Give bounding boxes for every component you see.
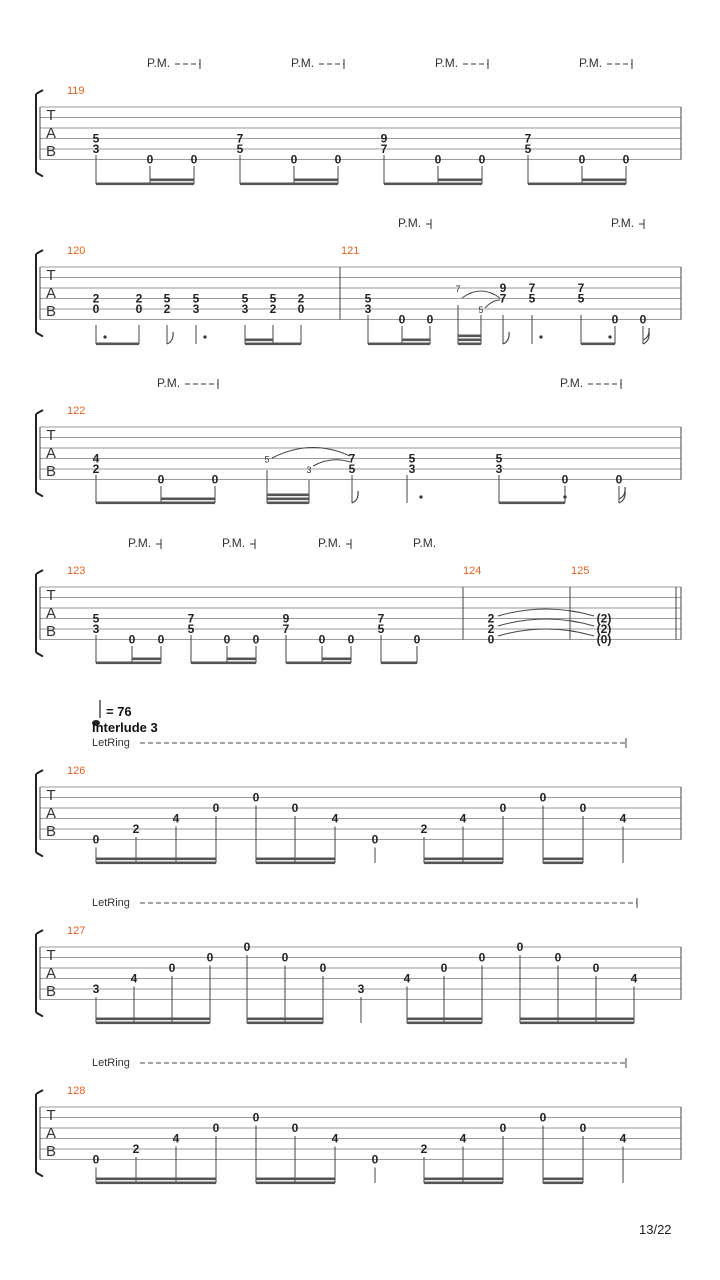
palm-mute-label: P.M. — [318, 536, 342, 550]
fret-number: 0 — [243, 940, 251, 954]
fret-number: 0 — [281, 950, 289, 965]
tab-clef-a: A — [45, 1124, 57, 1142]
fret-number: 5 — [524, 142, 532, 156]
beam — [96, 183, 194, 186]
beam — [256, 1182, 335, 1185]
measure-number: 122 — [67, 405, 86, 417]
fret-number: 0 — [252, 632, 260, 647]
beam — [543, 862, 583, 865]
fret-number: 2 — [132, 822, 140, 836]
fret-number: 0 — [334, 152, 342, 167]
tab-clef-t: T — [46, 427, 56, 445]
fret-number: 0 — [206, 950, 214, 965]
fret-number: 4 — [331, 1131, 339, 1146]
tab-clef-b: B — [45, 142, 57, 160]
beam — [582, 179, 626, 182]
palm-mute-label: P.M. — [222, 536, 246, 550]
beam — [458, 335, 481, 338]
fret-number: 2 — [420, 1142, 428, 1156]
fret-number: 0 — [487, 632, 495, 647]
fret-number: 0 — [579, 801, 587, 815]
fret-number: 7 — [187, 611, 195, 626]
beam — [240, 183, 338, 186]
palm-mute-label: P.M. — [291, 56, 315, 70]
fret-number: 4 — [92, 451, 100, 466]
beam — [458, 339, 481, 342]
tab-clef-b: B — [45, 302, 57, 320]
fret-number: 7 — [380, 142, 388, 156]
beam — [96, 1022, 210, 1025]
beam — [499, 502, 565, 505]
slur-arc — [313, 460, 350, 466]
fret-number: 2 — [163, 302, 171, 316]
beam — [520, 1018, 634, 1021]
fret-number: 5 — [163, 291, 171, 306]
beam — [543, 1182, 583, 1185]
beam — [161, 498, 215, 501]
tab-clef-a: A — [45, 604, 57, 622]
beam — [402, 339, 430, 342]
fret-number: 4 — [459, 1131, 467, 1146]
rhythm-dot — [103, 335, 106, 338]
fret-number: 0 — [157, 472, 165, 487]
beam — [245, 343, 301, 346]
slur-arc — [498, 609, 594, 616]
measure-number: 126 — [67, 765, 86, 777]
fret-number: 3 — [92, 622, 100, 636]
fret-number: 2 — [297, 291, 305, 306]
fret-number: 0 — [592, 961, 600, 975]
beam — [520, 1022, 634, 1025]
rhythm-dot — [419, 495, 422, 498]
tab-clef-b: B — [45, 982, 57, 1000]
tab-clef-a: A — [45, 124, 57, 142]
measure-number: 128 — [67, 1085, 86, 1097]
beam — [286, 662, 351, 665]
fret-number: 7 — [348, 451, 356, 466]
beam — [96, 662, 161, 665]
rhythm-dot — [203, 335, 206, 338]
palm-mute-label: P.M. — [147, 56, 171, 70]
fret-number: 3 — [357, 982, 365, 996]
tab-clef-a: A — [45, 284, 57, 302]
palm-mute-label: P.M. — [157, 376, 181, 390]
fret-number: 0 — [622, 152, 630, 167]
fret-number: 0 — [440, 961, 448, 975]
rhythm-dot — [608, 335, 611, 338]
fret-number: 7 — [524, 131, 532, 146]
fret-number: 5 — [364, 291, 372, 306]
fret-number: 0 — [223, 632, 231, 647]
measure-number: 125 — [571, 565, 590, 577]
fret-number: 2 — [487, 611, 495, 626]
fret-number: 7 — [455, 284, 461, 294]
note-flag — [352, 491, 358, 503]
fret-number: 0 — [426, 312, 434, 327]
fret-number: 0 — [190, 152, 198, 167]
fret-number: 2 — [487, 622, 495, 636]
rhythm-dot — [539, 335, 542, 338]
beam — [267, 502, 309, 505]
fret-number: 0 — [318, 632, 326, 647]
beam — [294, 179, 338, 182]
fret-number: 0 — [539, 1110, 547, 1125]
tab-clef-a: A — [45, 964, 57, 982]
fret-number: 3 — [92, 142, 100, 156]
beam — [381, 662, 417, 665]
tab-clef-b: B — [45, 622, 57, 640]
measure-number: 127 — [67, 925, 86, 937]
fret-number: 3 — [241, 302, 249, 316]
fret-number: 3 — [306, 465, 312, 475]
tab-clef-b: B — [45, 822, 57, 840]
beam — [424, 1182, 503, 1185]
fret-number: 5 — [577, 291, 585, 306]
fret-number: 0 — [212, 1121, 220, 1135]
fret-number: 0 — [212, 801, 220, 815]
let-ring-label: LetRing — [92, 897, 130, 909]
beam — [96, 502, 215, 505]
fret-number: 0 — [639, 312, 647, 327]
fret-number: 4 — [130, 971, 138, 986]
fret-number: 5 — [377, 622, 385, 636]
beam — [256, 862, 335, 865]
fret-number: 0 — [371, 832, 379, 847]
fret-number: 0 — [319, 961, 327, 975]
beam — [528, 183, 626, 186]
beam — [581, 343, 615, 346]
fret-number: 0 — [615, 472, 623, 487]
fret-number: 0 — [291, 1121, 299, 1135]
fret-number: 0 — [128, 632, 136, 647]
beam — [256, 858, 335, 861]
beam — [247, 1022, 323, 1025]
fret-number: 0 — [398, 312, 406, 327]
fret-number: 7 — [236, 131, 244, 146]
fret-number: 3 — [192, 302, 200, 316]
slur-arc — [272, 447, 350, 458]
beam — [267, 498, 309, 501]
beam — [407, 1022, 482, 1025]
beam — [322, 658, 351, 661]
slur-arc — [485, 300, 500, 308]
fret-number: 0 — [561, 472, 569, 487]
slur-arc — [498, 629, 594, 636]
tab-clef-t: T — [46, 267, 56, 285]
note-flag — [503, 332, 509, 344]
section-title: Interlude 3 — [92, 720, 158, 735]
beam — [256, 1178, 335, 1181]
fret-number: 7 — [528, 281, 536, 295]
fret-number: 9 — [499, 281, 507, 295]
fret-number: (0) — [596, 632, 612, 647]
fret-number: 0 — [516, 940, 524, 954]
palm-mute-label: P.M. — [435, 56, 459, 70]
fret-number: 7 — [377, 611, 385, 626]
fret-number: 0 — [478, 950, 486, 965]
fret-number: 0 — [92, 302, 100, 316]
fret-number: 7 — [577, 281, 585, 295]
fret-number: 0 — [539, 790, 547, 805]
fret-number: 3 — [92, 982, 100, 996]
fret-number: 5 — [92, 611, 100, 626]
fret-number: 2 — [269, 302, 277, 316]
measure-number: 124 — [463, 565, 482, 577]
palm-mute-label: P.M. — [128, 536, 152, 550]
tempo-marking: = 76 — [106, 704, 132, 719]
fret-number: 0 — [578, 152, 586, 167]
beam — [543, 858, 583, 861]
page-number: 13/22 — [639, 1222, 672, 1237]
fret-number: 4 — [172, 1131, 180, 1146]
beam — [247, 1018, 323, 1021]
palm-mute-label: P.M. — [611, 216, 635, 230]
measure-number: 120 — [67, 245, 86, 257]
fret-number: 0 — [499, 1121, 507, 1135]
fret-number: 0 — [252, 790, 260, 805]
fret-number: 0 — [579, 1121, 587, 1135]
fret-number: 0 — [371, 1152, 379, 1167]
fret-number: 4 — [619, 811, 627, 826]
tab-clef-t: T — [46, 1107, 56, 1125]
fret-number: 2 — [420, 822, 428, 836]
beam — [96, 343, 139, 346]
fret-number: 4 — [403, 971, 411, 986]
fret-number: 2 — [135, 291, 143, 306]
palm-mute-label: P.M. — [398, 216, 422, 230]
fret-number: 4 — [459, 811, 467, 826]
fret-number: 0 — [434, 152, 442, 167]
fret-number: 0 — [413, 632, 421, 647]
fret-number: 5 — [269, 291, 277, 306]
beam — [96, 862, 216, 865]
beam — [96, 1018, 210, 1021]
fret-number: 0 — [291, 801, 299, 815]
tab-clef-t: T — [46, 587, 56, 605]
fret-number: 5 — [348, 462, 356, 476]
palm-mute-label: P.M. — [579, 56, 603, 70]
let-ring-label: LetRing — [92, 1057, 130, 1069]
fret-number: 2 — [92, 462, 100, 476]
rhythm-dot — [563, 495, 566, 498]
fret-number: 2 — [92, 291, 100, 306]
fret-number: 5 — [264, 454, 270, 465]
fret-number: 3 — [364, 302, 372, 316]
fret-number: 5 — [408, 451, 416, 466]
tab-clef-t: T — [46, 947, 56, 965]
tab-clef-b: B — [45, 462, 57, 480]
fret-number: 0 — [297, 302, 305, 316]
beam — [424, 858, 503, 861]
fret-number: 4 — [172, 811, 180, 826]
fret-number: 0 — [157, 632, 165, 647]
fret-number: 5 — [495, 451, 503, 466]
tab-clef-t: T — [46, 787, 56, 805]
fret-number: 9 — [282, 611, 290, 626]
fret-number: 7 — [499, 291, 507, 306]
fret-number: 4 — [619, 1131, 627, 1146]
fret-number: 3 — [495, 462, 503, 476]
let-ring-label: LetRing — [92, 737, 130, 749]
beam — [245, 339, 273, 342]
slur-arc — [462, 291, 500, 298]
fret-number: 9 — [380, 131, 388, 146]
fret-number: 0 — [92, 1152, 100, 1167]
beam — [150, 179, 194, 182]
measure-number: 123 — [67, 565, 86, 577]
fret-number: 4 — [630, 971, 638, 986]
beam — [384, 183, 482, 186]
fret-number: 0 — [211, 472, 219, 487]
fret-number: 0 — [92, 832, 100, 847]
fret-number: 2 — [132, 1142, 140, 1156]
fret-number: 0 — [611, 312, 619, 327]
beam — [438, 179, 482, 182]
fret-number: 5 — [92, 131, 100, 146]
tab-clef-t: T — [46, 107, 56, 125]
fret-number: 5 — [236, 142, 244, 156]
fret-number: 5 — [528, 291, 536, 306]
fret-number: (2) — [596, 611, 612, 626]
fret-number: 4 — [331, 811, 339, 826]
note-flag — [167, 332, 173, 344]
tab-clef-b: B — [45, 1142, 57, 1160]
fret-number: 0 — [347, 632, 355, 647]
beam — [227, 658, 256, 661]
beam — [96, 1182, 216, 1185]
fret-number: 0 — [478, 152, 486, 167]
fret-number: 7 — [282, 622, 290, 636]
fret-number: (2) — [596, 622, 612, 636]
measure-number: 121 — [341, 245, 360, 257]
beam — [407, 1018, 482, 1021]
beam — [191, 662, 256, 665]
beam — [458, 343, 481, 346]
fret-number: 0 — [135, 302, 143, 316]
beam — [96, 858, 216, 861]
fret-number: 0 — [168, 961, 176, 975]
beam — [96, 1178, 216, 1181]
fret-number: 5 — [478, 305, 484, 315]
fret-number: 5 — [187, 622, 195, 636]
beam — [267, 494, 309, 497]
fret-number: 5 — [192, 291, 200, 306]
fret-number: 0 — [252, 1110, 260, 1125]
palm-mute-label: P.M. — [413, 536, 437, 550]
beam — [424, 1178, 503, 1181]
tab-clef-a: A — [45, 804, 57, 822]
beam — [424, 862, 503, 865]
measure-number: 119 — [67, 85, 85, 97]
slur-arc — [498, 619, 594, 626]
tab-clef-a: A — [45, 444, 57, 462]
fret-number: 0 — [499, 801, 507, 815]
fret-number: 0 — [146, 152, 154, 167]
fret-number: 3 — [408, 462, 416, 476]
beam — [543, 1178, 583, 1181]
palm-mute-label: P.M. — [560, 376, 584, 390]
fret-number: 0 — [290, 152, 298, 167]
beam — [368, 343, 430, 346]
fret-number: 0 — [554, 950, 562, 965]
beam — [132, 658, 161, 661]
fret-number: 5 — [241, 291, 249, 306]
